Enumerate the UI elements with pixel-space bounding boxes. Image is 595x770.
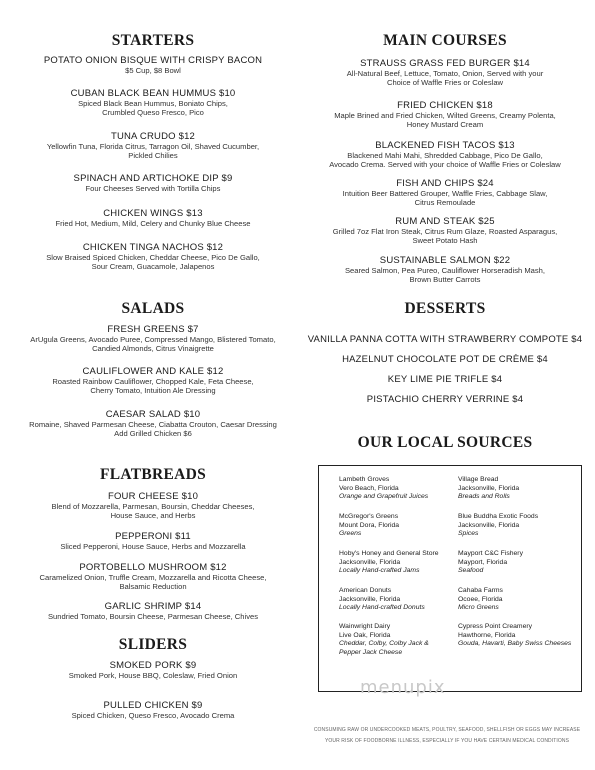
source-name: Wainwright Dairy — [339, 623, 391, 630]
source-location: Jacksonville, Florida — [458, 484, 520, 492]
item-desc: Grilled 7oz Flat Iron Steak, Citrus Rum Glaze, Roasted Asparagus, — [332, 227, 558, 236]
item-desc: Yellowfin Tuna, Florida Citrus, Tarragon Oil, Shaved Cucumber, — [46, 142, 260, 151]
source-location: Hawthorne, Florida — [458, 631, 516, 639]
sliders-heading: SLIDERS — [118, 636, 188, 653]
menu-item — [300, 100, 590, 130]
source-location: Vero Beach, Florida — [339, 484, 399, 492]
item-desc: Candied Almonds, Citrus Vinaigrette — [92, 344, 214, 354]
source-products: Greens — [339, 530, 362, 538]
menu-item — [8, 660, 298, 680]
menu-item — [8, 131, 298, 161]
source-entry — [339, 587, 425, 613]
menu-item — [8, 208, 298, 228]
item-desc: ArUgula Greens, Avocado Puree, Compressed Mango, Blistered Tomato, — [30, 335, 276, 344]
watermark-logo: menupix — [360, 677, 446, 698]
item-name: VANILLA PANNA COTTA WITH STRAWBERRY COMPOTE $4 — [307, 334, 583, 345]
item-name: HAZELNUT CHOCOLATE POT DE CRÈME $4 — [342, 354, 548, 365]
source-entry — [458, 513, 538, 539]
item-name: FRIED CHICKEN $18 — [397, 100, 493, 111]
item-name: CAULIFLOWER AND KALE $12 — [82, 366, 224, 377]
menu-item — [300, 334, 590, 345]
item-desc: Cherry Tomato, Intuition Ale Dressing — [90, 386, 216, 396]
source-name: Cahaba Farms — [458, 587, 503, 594]
item-desc: $5 Cup, $8 Bowl — [125, 66, 181, 75]
item-name: BLACKENED FISH TACOS $13 — [375, 140, 515, 151]
source-products: Locally Hand-crafted Jams — [339, 567, 420, 575]
desserts-heading: DESSERTS — [404, 300, 486, 317]
source-location: Live Oak, Florida — [339, 631, 391, 639]
item-desc: Seared Salmon, Pea Pureo, Cauliflower Horseradish Mash, — [344, 266, 546, 275]
source-name: Village Bread — [458, 476, 499, 483]
menu-item — [300, 216, 590, 246]
item-name: CHICKEN TINGA NACHOS $12 — [82, 242, 224, 253]
item-desc: Smoked Pork, House BBQ, Coleslaw, Fried Onion — [68, 671, 238, 680]
source-entry — [458, 587, 503, 613]
menu-item — [8, 88, 298, 118]
item-desc: Blackened Mahi Mahi, Shredded Cabbage, Pico De Gallo, — [347, 151, 543, 160]
item-desc: Honey Mustard Cream — [406, 120, 484, 130]
menu-item — [8, 562, 298, 592]
source-products: Cheddar, Colby, Colby Jack & — [339, 640, 429, 648]
source-entry — [458, 550, 523, 576]
source-products: Breads and Rolls — [458, 493, 510, 501]
item-name: SPINACH AND ARTICHOKE DIP $9 — [73, 173, 233, 184]
item-desc: Fried Hot, Medium, Mild, Celery and Chunky Blue Cheese — [55, 219, 251, 228]
source-location: Jacksonville, Florida — [458, 521, 520, 529]
source-location: Mount Dora, Florida — [339, 521, 400, 529]
source-name: Cypress Point Creamery — [458, 623, 533, 630]
item-desc: Avocado Crema. Served with your choice of Waffle Fries or Coleslaw — [329, 160, 561, 170]
menu-item — [300, 140, 590, 170]
item-desc: All-Natural Beef, Lettuce, Tomato, Onion, Served with your — [346, 69, 544, 78]
source-entry — [339, 623, 429, 657]
item-desc: Caramelized Onion, Truffle Cream, Mozzarella and Ricotta Cheese, — [39, 573, 267, 582]
item-name: TUNA CRUDO $12 — [110, 131, 196, 142]
item-name: SMOKED PORK $9 — [109, 660, 197, 671]
source-name: Mayport C&C Fishery — [458, 550, 523, 557]
item-desc: Sour Cream, Guacamole, Jalapenos — [91, 262, 215, 272]
item-name: SUSTAINABLE SALMON $22 — [379, 255, 511, 266]
source-products: Seafood — [458, 567, 484, 575]
item-desc: Intuition Beer Battered Grouper, Waffle Fries, Cabbage Slaw, — [342, 189, 548, 198]
source-name: Blue Buddha Exotic Foods — [458, 513, 539, 520]
source-products: Orange and Grapefruit Juices — [339, 493, 429, 501]
item-name: PULLED CHICKEN $9 — [103, 700, 203, 711]
item-desc: Brown Butter Carrots — [409, 275, 481, 285]
item-name: RUM AND STEAK $25 — [395, 216, 495, 227]
menu-item — [300, 354, 590, 365]
salads-heading: SALADS — [121, 300, 185, 317]
item-desc: Crumbled Queso Fresco, Pico — [102, 108, 204, 118]
item-desc: Sweet Potato Hash — [412, 236, 478, 246]
item-desc: Four Cheeses Served with Tortilla Chips — [85, 184, 221, 193]
source-location: Jacksonville, Florida — [339, 595, 401, 603]
source-entry — [339, 476, 428, 502]
menu-item — [8, 324, 298, 354]
source-name: McGregor's Greens — [339, 513, 399, 520]
menu-item — [300, 394, 590, 405]
item-desc: Spiced Black Bean Hummus, Boniato Chips, — [78, 99, 228, 108]
item-name: PORTOBELLO MUSHROOM $12 — [79, 562, 227, 573]
starters-heading: STARTERS — [111, 32, 195, 49]
menu-item — [8, 601, 298, 621]
item-name: PEPPERONI $11 — [115, 531, 191, 542]
menu-item — [8, 531, 298, 551]
source-products: Gouda, Havarti, Baby Swiss Cheeses — [458, 640, 572, 648]
source-name: American Donuts — [339, 587, 392, 594]
item-name: CHICKEN WINGS $13 — [103, 208, 203, 219]
item-name: CAESAR SALAD $10 — [105, 409, 201, 420]
item-desc: Balsamic Reduction — [119, 582, 187, 592]
menu-item — [8, 491, 298, 521]
item-desc: House Sauce, and Herbs — [110, 511, 196, 521]
item-desc: Maple Brined and Fried Chicken, Wilted Greens, Creamy Polenta, — [334, 111, 556, 120]
source-location: Ocoee, Florida — [458, 595, 503, 603]
source-name: Hoby's Honey and General Store — [339, 550, 439, 557]
item-name: STRAUSS GRASS FED BURGER $14 — [360, 58, 530, 69]
allergy-disclaimer-line: YOUR RISK OF FOODBORNE ILLNESS, ESPECIALLY IF YOU HAVE CERTAIN MEDICAL CONDITIONS — [324, 738, 570, 744]
item-name: CUBAN BLACK BEAN HUMMUS $10 — [70, 88, 236, 99]
source-entry — [458, 476, 519, 502]
menu-item — [300, 374, 590, 385]
menu-item — [8, 242, 298, 272]
menu-item — [8, 366, 298, 396]
flatbreads-heading: FLATBREADS — [99, 466, 207, 483]
source-products: Micro Greens — [458, 604, 499, 612]
item-desc: Romaine, Shaved Parmesan Cheese, Ciabatta Crouton, Caesar Dressing — [29, 420, 277, 429]
source-entry — [458, 623, 571, 649]
source-entry — [339, 513, 399, 539]
item-desc: Roasted Rainbow Cauliflower, Chopped Kale, Feta Cheese, — [52, 377, 254, 386]
source-products: Spices — [458, 530, 479, 538]
item-desc: Citrus Remoulade — [414, 198, 476, 208]
menu-item — [8, 55, 298, 75]
item-name: FISH AND CHIPS $24 — [396, 178, 494, 189]
item-desc: Spiced Chicken, Queso Fresco, Avocado Crema — [71, 711, 235, 720]
source-name: Lambeth Groves — [339, 476, 390, 483]
main-courses-heading: MAIN COURSES — [383, 32, 507, 49]
source-location: Mayport, Florida — [458, 558, 508, 566]
item-name: GARLIC SHRIMP $14 — [104, 601, 202, 612]
source-products: Locally Hand-crafted Donuts — [339, 604, 425, 612]
local-sources-heading: OUR LOCAL SOURCES — [357, 434, 533, 451]
item-desc: Sundried Tomato, Boursin Cheese, Parmesan Cheese, Chives — [47, 612, 259, 621]
menu-item — [8, 173, 298, 193]
item-name: FOUR CHEESE $10 — [107, 491, 199, 502]
menu-item — [8, 409, 298, 439]
allergy-disclaimer-line: CONSUMING RAW OR UNDERCOOKED MEATS, POULTRY, SEAFOOD, SHELLFISH OR EGGS MAY INCREASE — [313, 727, 581, 733]
item-name: POTATO ONION BISQUE WITH CRISPY BACON — [43, 55, 263, 66]
item-desc: Choice of Waffle Fries or Coleslaw — [386, 78, 504, 88]
source-products: Pepper Jack Cheese — [339, 648, 403, 656]
source-entry — [339, 550, 439, 576]
item-desc: Slow Braised Spiced Chicken, Cheddar Cheese, Pico De Gallo, — [46, 253, 260, 262]
menu-item — [300, 255, 590, 285]
item-desc: Sliced Pepperoni, House Sauce, Herbs and Mozzarella — [60, 542, 246, 551]
menu-item — [300, 58, 590, 88]
menu-item — [300, 178, 590, 208]
menu-item — [8, 700, 298, 720]
local-sources-box — [318, 465, 582, 692]
item-name: KEY LIME PIE TRIFLE $4 — [387, 374, 503, 385]
item-desc: Blend of Mozzarella, Parmesan, Boursin, Cheddar Cheeses, — [51, 502, 255, 511]
source-location: Jacksonville, Florida — [339, 558, 401, 566]
item-desc: Add Grilled Chicken $6 — [114, 429, 192, 439]
item-name: FRESH GREENS $7 — [107, 324, 199, 335]
item-desc: Pickled Chilies — [128, 151, 178, 161]
item-name: PISTACHIO CHERRY VERRINE $4 — [366, 394, 524, 405]
